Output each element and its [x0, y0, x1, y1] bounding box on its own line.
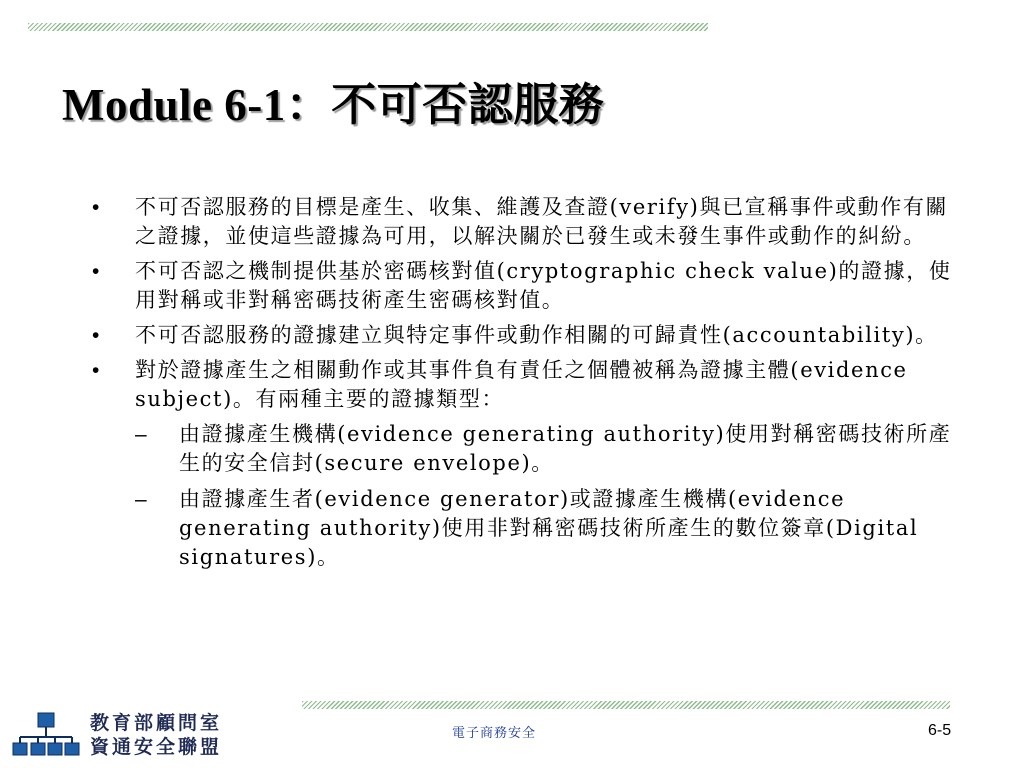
page-title [62, 68, 604, 133]
footer-course-title: 電子商務安全 [452, 726, 537, 741]
slide-content [92, 193, 954, 579]
network-tree-icon [12, 711, 82, 761]
bottom-decorative-stripe [302, 701, 950, 709]
sub-bullet-item [135, 420, 954, 478]
bullet-dot-icon: • [92, 196, 100, 219]
bullet-dot-icon: • [92, 359, 100, 382]
bullet-item [92, 321, 954, 350]
bullet-text: 不可否認之機制提供基於密碼核對值(cryptographic check value)的證據，使用對稱或非對稱密碼技術產生密碼核對值。 [135, 259, 952, 312]
bullet-dot-icon: • [92, 324, 100, 347]
bullet-item [92, 356, 954, 414]
sub-bullet-item [135, 485, 954, 572]
title-module-number: Module 6-1 [62, 80, 286, 130]
logo-line-alliance: 資通安全聯盟 [90, 736, 223, 758]
logo-line-ministry: 教育部顧問室 [90, 712, 223, 734]
logo-text [90, 711, 222, 759]
bullet-text: 不可否認服務的目標是產生、收集、維護及查證(verify)與已宣稱事件或動作有關之證據，並使這些證據為可用，以解決關於已發生或未發生事件或動作的糾紛。 [135, 195, 949, 248]
bullet-text: 不可否認服務的證據建立與特定事件或動作相關的可歸責性(accountability)。 [135, 323, 938, 347]
bullet-dot-icon: • [92, 260, 100, 283]
bullet-text: 對於證據產生之相關動作或其事件負有責任之個體被稱為證據主體(evidence subject)。有兩種主要的證據類型： [135, 358, 908, 411]
top-decorative-stripe [28, 23, 708, 31]
dash-icon: – [135, 488, 147, 511]
sub-bullet-text: 由證據產生機構(evidence generating authority)使用對稱密碼技術所產生的安全信封(secure envelope)。 [179, 422, 952, 475]
organization-logo [12, 705, 227, 765]
dash-icon: – [135, 423, 147, 446]
sub-bullet-text: 由證據產生者(evidence generator)或證據產生機構(evidence generating authority)使用非對稱密碼技術所產生的數位簽章(Digital signatures)。 [179, 487, 919, 569]
bullet-item [92, 257, 954, 315]
page-number: 6-5 [928, 722, 952, 739]
bullet-item [92, 193, 954, 251]
title-topic: ：不可否認服務 [285, 78, 605, 131]
